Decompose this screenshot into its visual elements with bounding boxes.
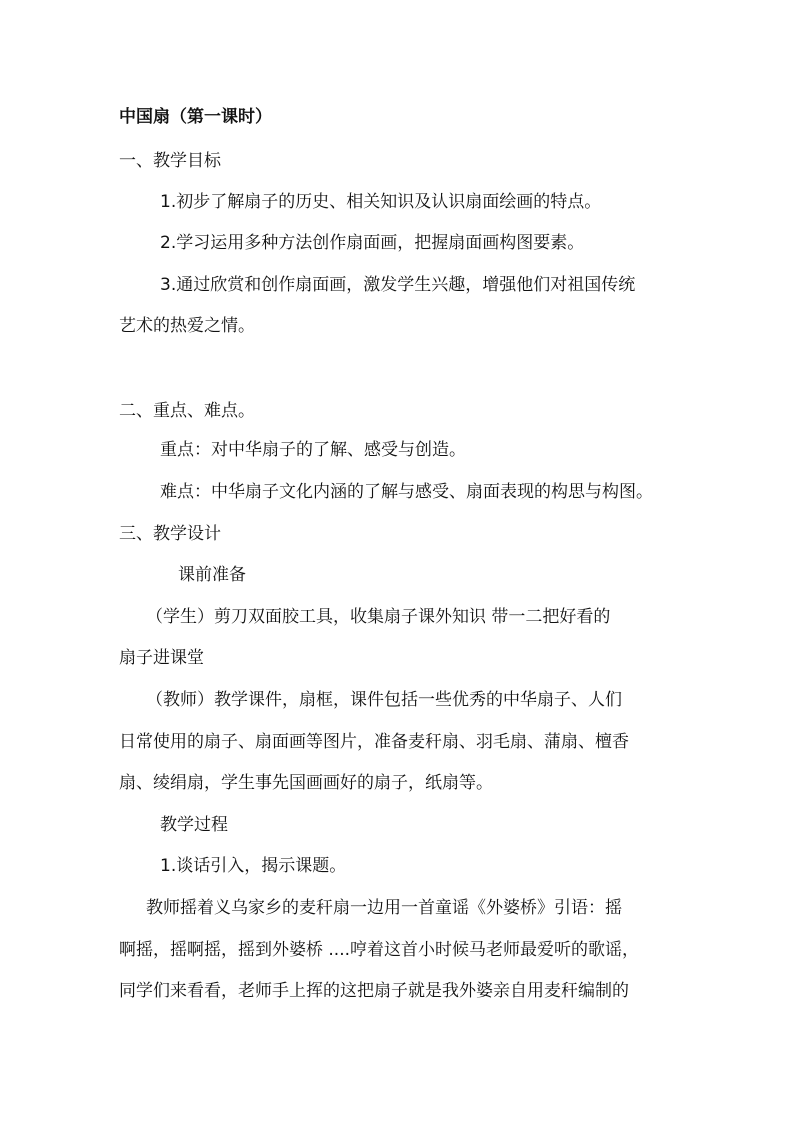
body-line: 啊摇，摇啊摇，摇到外婆桥 ....哼着这首小时候马老师最爱听的歌谣， — [119, 940, 640, 960]
body-line: 教师摇着义乌家乡的麦秆扇一边用一首童谣《外婆桥》引语：摇 — [146, 898, 622, 918]
section-heading-objectives: 一、教学目标 — [119, 151, 221, 171]
student-prep-line: （学生）剪刀双面胶工具，收集扇子课外知识 带一二把好看的 — [146, 607, 611, 627]
prep-heading: 课前准备 — [178, 565, 246, 585]
objective-item: 2.学习运用多种方法创作扇面画，把握扇面画构图要素。 — [160, 233, 585, 253]
objective-item-continued: 艺术的热爱之情。 — [119, 316, 255, 336]
key-point-focus: 重点：对中华扇子的了解、感受与创造。 — [160, 440, 466, 460]
teacher-prep-line: （教师）教学课件，扇框，课件包括一些优秀的中华扇子、人们 — [146, 690, 622, 710]
section-heading-key-points: 二、重点、难点。 — [119, 401, 255, 421]
section-heading-design: 三、教学设计 — [119, 524, 221, 544]
key-point-difficulty: 难点：中华扇子文化内涵的了解与感受、扇面表现的构思与构图。 — [160, 482, 653, 502]
teacher-prep-line: 扇、绫绢扇，学生事先国画画好的扇子，纸扇等。 — [119, 773, 493, 793]
body-line: 同学们来看看，老师手上挥的这把扇子就是我外婆亲自用麦秆编制的 — [119, 981, 629, 1001]
objective-item: 3.通过欣赏和创作扇面画，激发学生兴趣，增强他们对祖国传统 — [160, 275, 636, 295]
process-step: 1.谈话引入，揭示课题。 — [160, 856, 347, 876]
student-prep-line: 扇子进课堂 — [119, 648, 204, 668]
objective-item: 1.初步了解扇子的历史、相关知识及认识扇面绘画的特点。 — [160, 192, 602, 212]
document-title: 中国扇（第一课时） — [119, 107, 272, 127]
process-heading: 教学过程 — [160, 815, 228, 835]
teacher-prep-line: 日常使用的扇子、扇面画等图片，准备麦秆扇、羽毛扇、蒲扇、檀香 — [119, 732, 629, 752]
